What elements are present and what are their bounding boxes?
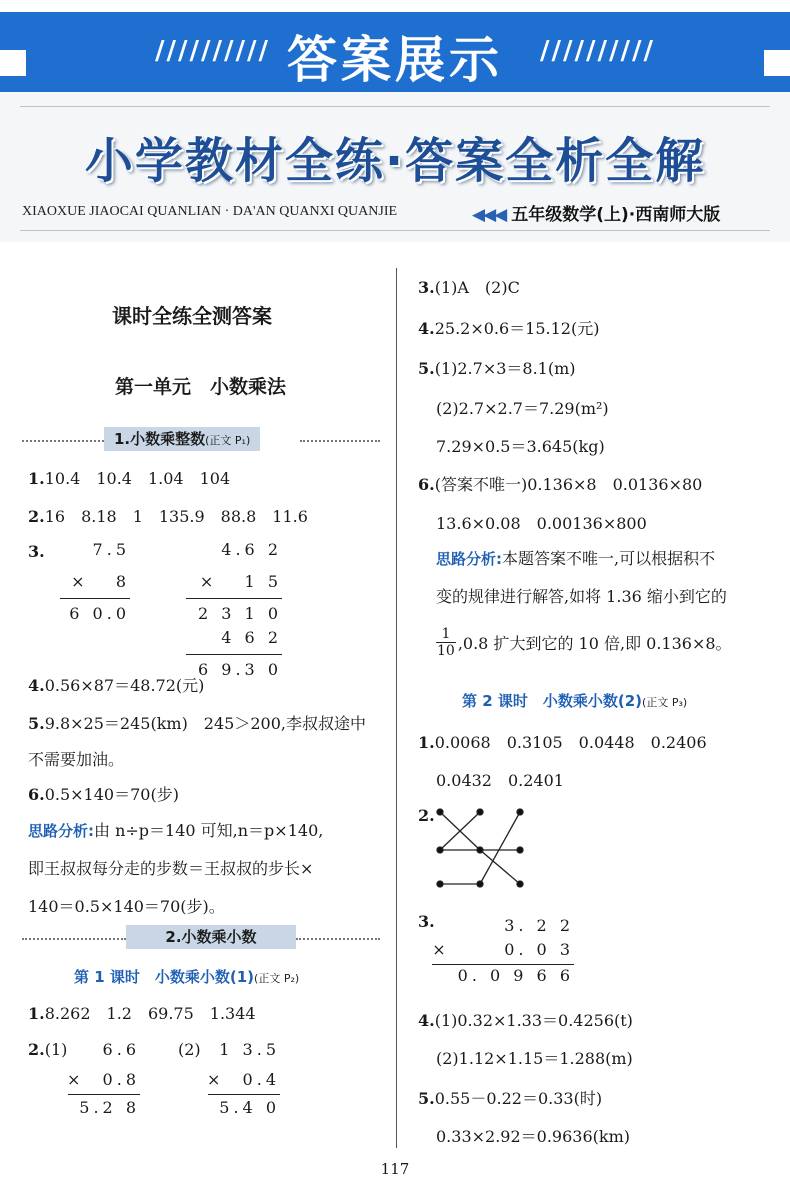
section-title: 课时全练全测答案 [112,304,272,328]
answer-line: 4.25.2×0.6＝15.12(元) [418,319,600,338]
answer-line: 1.10.4 10.4 1.04 104 [28,469,231,488]
top-banner [0,12,790,92]
answer-line: (2) [178,1040,201,1059]
answer-line: 3.(1)A (2)C [418,278,520,297]
answer-line: (2)1.12×1.15＝1.288(m) [436,1049,633,1068]
vertical-calc-c: 6.6 × 0.8 5.2 8 [66,1040,140,1117]
answer-line: 5.9.8×25＝245(km) 245＞200,李叔叔途中 [28,714,366,733]
answer-line: 2. [418,806,435,825]
book-pinyin: XIAOXUE JIAOCAI QUANLIAN · DA'AN QUANXI QUANJIE [22,204,398,219]
arrows-icon: ◀◀◀ [472,205,506,225]
banner-title: 答案展示 [287,31,503,89]
answer-line: 3. [418,912,435,931]
unit-title: 第一单元 小数乘法 [115,376,287,398]
answer-line: (2)2.7×2.7＝7.29(m²) [436,399,609,418]
matching-diagram [430,800,530,900]
answer-line: 2.(1) [28,1040,68,1059]
vertical-calc-b: 4.6 2 × 1 5 2 3 1 0 4 6 2 6 9.3 0 [186,540,282,690]
vertical-calc-e: 3. 2 2 × 0. 0 3 0. 0 9 6 6 [432,916,574,985]
banner-stripes-left: ////////// [155,36,270,66]
header-rule-top [20,106,770,107]
dash-right [300,440,380,442]
dash-left [22,938,126,940]
answer-line: 13.6×0.08 0.00136×800 [436,514,647,533]
answer-line: 4.(1)0.32×1.33＝0.4256(t) [418,1011,633,1030]
grade-text: 五年级数学(上)·西南师大版 [511,205,721,225]
banner-square-right [764,50,790,76]
dash-right [296,938,380,940]
answer-line: 5.(1)2.7×3＝8.1(m) [418,359,576,378]
answer-line: 1.0.0068 0.3105 0.0448 0.2406 [418,733,707,752]
dash-left [22,440,104,442]
lesson-heading-1: 第 1 课时 小数乘小数(1)(正文 P₂) [74,968,300,986]
analysis-block-1: 思路分析:由 n÷p＝140 可知,n＝p×140, 即王叔叔每分走的步数＝王叔叔的步长× 140＝0.5×140＝70(步)。 [28,821,324,916]
vertical-calc-a: 7.5 × 8 6 0.0 [60,540,130,620]
book-grade [472,200,720,225]
fraction-line: 1 10 ,0.8 扩大到它的 10 倍,即 0.136×8。 [437,626,732,659]
answer-line: 不需要加油。 [28,750,125,769]
page-number: 117 [380,1160,410,1178]
banner-stripes-right: ////////// [540,36,655,66]
answer-line: 5.0.55－0.22＝0.33(时) [418,1089,603,1108]
answer-line: 2.16 8.18 1 135.9 88.8 11.6 [28,507,308,526]
answer-line: 7.29×0.5＝3.645(kg) [436,437,605,456]
box-heading-1 [104,427,260,451]
answer-line: 0.0432 0.2401 [436,771,564,790]
answer-line: 1.8.262 1.2 69.75 1.344 [28,1004,256,1023]
box-heading-1-ref: (正文 P₁) [205,434,251,447]
answer-line: 6.(答案不唯一)0.136×8 0.0136×80 [418,475,703,494]
book-title: 小学教材全练·答案全析全解 [84,133,706,189]
answer-line: 3. [28,542,45,561]
answer-line: 6.0.5×140＝70(步) [28,785,179,804]
fraction: 1 10 [437,626,455,659]
header-rule-bottom [20,230,770,231]
answer-line: 4.0.56×87＝48.72(元) [28,676,205,695]
vertical-calc-d: 1 3.5 × 0.4 5.4 0 [206,1040,280,1117]
analysis-block-2: 思路分析:本题答案不唯一,可以根据积不 变的规律进行解答,如将 1.36 缩小到它的 [436,549,727,606]
book-header [0,92,790,242]
column-divider [396,268,397,1148]
box-heading-1-title: 1.小数乘整数 [114,430,206,448]
box-heading-2: 2.小数乘小数 [126,925,296,949]
lesson-heading-2: 第 2 课时 小数乘小数(2)(正文 P₃) [462,692,688,710]
answer-line: 0.33×2.92＝0.9636(km) [436,1127,630,1146]
